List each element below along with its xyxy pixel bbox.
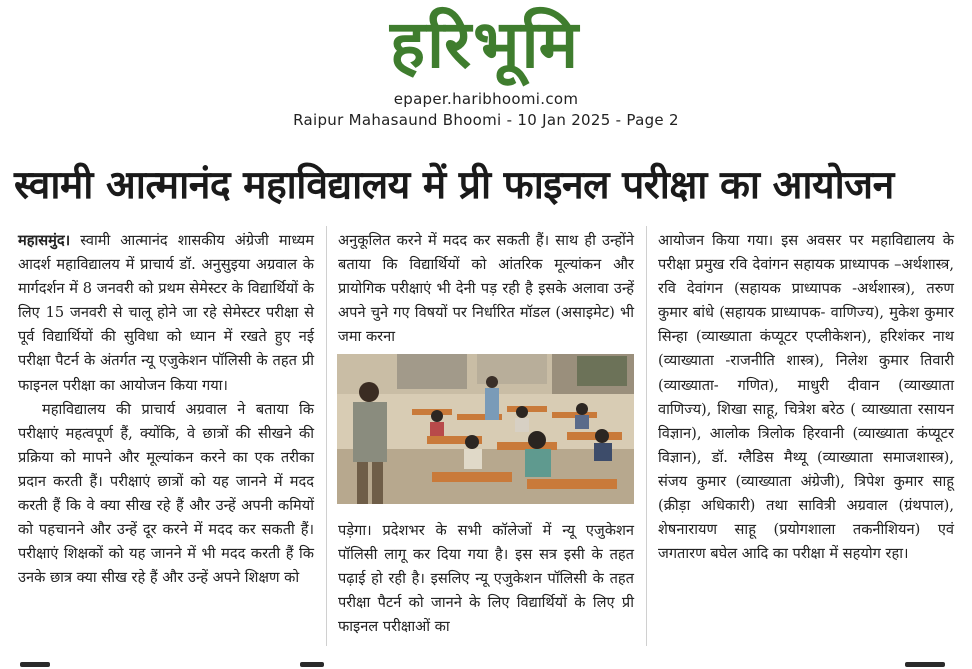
edition-line: Raipur Mahasaund Bhoomi - 10 Jan 2025 - Page 2 (293, 111, 679, 129)
exam-hall-illustration (337, 354, 634, 504)
article-paragraph (18, 229, 314, 398)
text-fragment (20, 662, 50, 667)
article-column-2-top (338, 229, 634, 349)
next-article-strip (0, 660, 972, 669)
column-divider (326, 226, 327, 646)
exam-hall-photo (337, 354, 634, 504)
paragraph-text: स्वामी आत्मानंद शासकीय अंग्रेजी माध्यम आदर्श महाविद्यालय में प्राचार्य डॉ. अनुसुइया अग्रवाल के मार्गदर्शन में 8 जनवरी को प्रथम सेमेस्टर के विद्यार्थियों के लिए 15 जनवरी से चालू होने जा रहे सेमेस्टर परीक्षा से पूर्व विद्यार्थियों की सुविधा को ध्यान में रखते हुए नई परीक्षा पैटर्न के अंतर्गत न्यू एजुकेशन पॉलिसी के तहत प्री फाइनल परीक्षा का आयोजन किया गया। (18, 232, 315, 394)
site-url[interactable]: epaper.haribhoomi.com (393, 90, 579, 108)
article-column-2-bottom (338, 519, 634, 639)
article-paragraph: महाविद्यालय की प्राचार्य अग्रवाल ने बताया कि परीक्षाएं महत्वपूर्ण हैं, क्योंकि, वे छात्रों की सीखने की प्रक्रिया को मापने और मूल्यांकन करने का एक तरीका प्रदान करती हैं। परीक्षाएं छात्रों को यह जानने में मदद करती हैं कि वे क्या सीख रहे हैं और उन्हें अपनी कमियों को पहचानने और उन्हें दूर करने में मदद कर सकती हैं। परीक्षाएं शिक्षकों को यह जानने में भी मदद करती हैं कि उनके छात्र क्या सीख रहे हैं और उन्हें अपने शिक्षण को (18, 400, 314, 587)
article-paragraph: आयोजन किया गया। इस अवसर पर महाविद्यालय के परीक्षा प्रमुख रवि देवांगन सहायक प्राध्यापक –अर्थशास्त्र, रवि देवांगन (सहायक प्राध्यापक -अर्थशास्त्र), तरुण कुमार बांधे (सहायक प्राध्यापक- वाणिज्य), मुकेश कुमार सिन्हा (व्याख्याता कंप्यूटर एप्लीकेशन), हरिशंकर नाथ (व्याख्याता -राजनीति शास्त्र), निलेश कुमार तिवारी (व्याख्याता- गणित), माधुरी दीवान (व्याख्याता वाणिज्य), शिखा साहू, चित्रेश बरेठ ( व्याख्याता रसायन विज्ञान), आलोक त्रिलोक हिरवानी (व्याख्याता कंप्यूटर विज्ञान), डॉ. ग्लैडिस मैथ्यू (व्याख्याता समाजशास्त्र), संजय कुमार (व्याख्याता अंग्रेजी), त्रिपेश कुमार साहू (क्रीड़ा अधिकारी) तथा सावित्री अग्रवाल (ग्रंथपाल), शेषनारायण साहू (प्रयोगशाला तकनीशियन) एवं जगतारण बघेल आदि का परीक्षा में सहयोग रहा। (658, 232, 954, 563)
article-paragraph: पड़ेगा। प्रदेशभर के सभी कॉलेजों में न्यू एजुकेशन पॉलिसी लागू कर दिया गया है। इस सत्र इसी के तहत पढ़ाई हो रही है। इसलिए न्यू एजुकेशन पॉलिसी के तहत परीक्षा पैटर्न को जानने के लिए विद्यार्थियों के लिए प्री फाइनल परीक्षाओं का (338, 522, 634, 636)
article-paragraph: अनुकूलित करने में मदद कर सकती हैं। साथ ही उन्होंने बताया कि विद्यार्थियों को आंतरिक मूल्यांकन और प्रायोगिक परीक्षाएं भी देनी पड़ रही है इसके अलावा उन्हें अपने चुने गए विषयों पर निर्धारित मॉडल (असाइमेट) भी जमा करना (338, 232, 634, 346)
masthead (0, 0, 972, 150)
article-headline: स्वामी आत्मानंद महाविद्यालय में प्री फाइनल परीक्षा का आयोजन (14, 163, 894, 208)
haribhoomi-logo[interactable] (339, 2, 631, 88)
text-fragment (905, 662, 945, 667)
logo-text: हरिभूमि (389, 6, 581, 83)
column-divider (646, 226, 647, 646)
article-column-3 (658, 229, 954, 566)
article-column-1 (18, 229, 314, 590)
text-fragment (300, 662, 324, 667)
dateline: महासमुंद। (18, 232, 71, 249)
